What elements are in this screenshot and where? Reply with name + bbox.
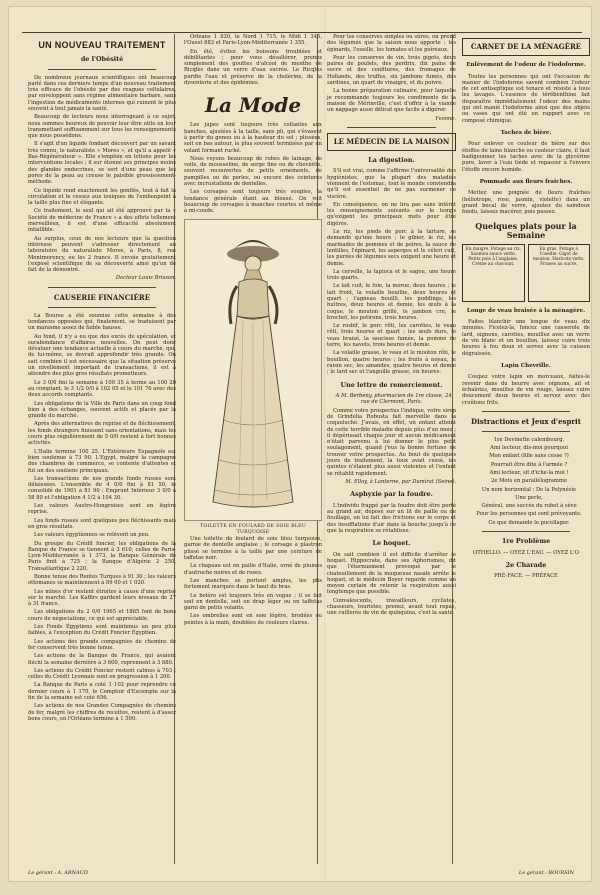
column-3 bbox=[321, 34, 462, 872]
carnet-header-frame bbox=[462, 38, 590, 56]
paragraph: Convalescents, travailleurs, cyclistes, chasseurs, touristes, prenez, avant tout repas, une cuillerée de vin de quinquina, c'est la santé. bbox=[327, 597, 456, 617]
longe-title: Longe de veau braisée à la ménagère. bbox=[466, 307, 586, 314]
paragraph: Pour les conserves simples ou sûres, on prend des légumes que la saison nous apporte ; les épinards, l'oseille, les tomates et les poireaux. bbox=[327, 34, 456, 53]
jeu-line: Général, une succès du robot à sève bbox=[481, 503, 577, 510]
enlevement-text: Toutes les personnes qui ont l'occasion de manier de l'iodoforme savent combien l'odeur de cet antiseptique est tenace et résiste à tous les lavages. L'essence de térébenthine fait disparaître immédiatement l'odeur des mains qui ont manié l'iodoforme ainsi que des objets ou vases qui ont été en rapport avec ce composé chimique. bbox=[462, 73, 590, 124]
charade-title: 2e Charade bbox=[505, 560, 547, 569]
jeu-line: 1re Devinette calembourg. bbox=[493, 436, 565, 443]
taches-title: Taches de bière. bbox=[500, 129, 552, 136]
article-signature: Yvonne. bbox=[435, 115, 456, 122]
causerie-title: CAUSERIE FINANCIÈRE bbox=[53, 292, 151, 302]
solution-line: OTHELLO. — OYEZ L'EAU. — OYEZ L'O bbox=[473, 549, 579, 556]
longe-text: Faites blanchir une longue de veau dix minutes. Ficelez-la, foncez une casserole de lard, oignons, carottes, mouillez avec un verre de vin blanc et un bouillon, laissez cuire trois heures à feu doux et servez avec la cuisson dégraissée. bbox=[462, 319, 590, 357]
menu-boxes bbox=[462, 244, 590, 302]
paragraph: En été, évitez les boissons troublées et débilitantes ; pour vous désaltérer, prenez simplement des gouttes d'alcool de menthe de Ricqlès dans un verre d'eau sucrée. Le Ricqlès purifie l'eau et préserve de la cholérine, de la dysenterie et des épidémies. bbox=[184, 48, 322, 87]
paragraph: Au fond, il n'y a eu que des excès de spéculation, et surabondance d'affaires nouvelles. On peut donc dévaluer une tendance actuelle à cours du marché, qui, de lui-même, se devrait approfondir très grande. On sait combien il est nécessaire que la situation préserve un nivellement important de transactions, il est à attendre des plus gros résultats prometteurs. bbox=[28, 333, 176, 378]
paragraph: S'il est vrai, comme l'affirme l'universalité des hygiénistes, que la plupart des maladies viennent de l'estomac, tout le monde conviendra qu'il est essentiel de ne pas surmener ce viscère. bbox=[327, 168, 456, 200]
quelques-plats-title: Quelques plats pour la Semaine bbox=[475, 220, 577, 240]
paragraph: Le boléro est toujours très en vogue ; il se fait soit en dentelle, soit en drap léger ou en taffetas garni de petits volants. bbox=[184, 592, 322, 612]
column-3-intro bbox=[327, 34, 456, 114]
jeu-line: Un nom horizontal : De la Polynésie bbox=[481, 486, 577, 493]
paragraph: De nombreux journaux scientifiques ont beaucoup parlé dans ces derniers temps d'un nouveau traitement très efficace de l'obésité par des reagues cellulaires, par enveloppent sans régime alimentaire barbare, sans l'ingestion de médicaments internes qui ruinent le plus souvent à tout jamais la santé. bbox=[28, 74, 176, 112]
paragraph: Nous voyons beaucoup de robes de lainage, de voile, de mousseline, de serge fine ou de cheviotte, souvent recouvertes de petits ornements, de pampilles ou de perles, ou encore des ceintures avec incrustations de dentelles. bbox=[184, 155, 322, 188]
digestion-body bbox=[327, 168, 456, 375]
separator bbox=[482, 411, 570, 412]
paragraph: La cervelle, la tapioca et le sagou, une heure trois quarts. bbox=[327, 268, 456, 282]
paragraph: Le rosbif, le porc rôti, les carottes, le veau rôti, trois heures et quart ; les œufs durs, le veau braisé, la saucisse fumée, la pomme de terre, les navets, trois heures et demie. bbox=[327, 323, 456, 349]
paragraph: Les actions de nos Grandes Compagnies de chemins de fer, malgré les chiffres de recettes, restent à d'assez bons cours, en l'Orléans termine à 1 500. bbox=[28, 703, 176, 722]
remerciement-signature: M. Elloy, à Lanterne, par Dumirat (Seine). bbox=[345, 478, 456, 485]
paragraph: Les transactions de nos grands fonds russes sont délaissées. L'ensemble de 4 0/0 fini à 81 50, le consolidé de 1901 à 81 90 ; Emprunt Intérieur 3 0/0 à 58 80 et l'obligation 4 1/2 à 104 30. bbox=[28, 475, 176, 501]
paragraph: Les Fonds Égyptiens sont maintenus un peu plus faibles, à l'exception du Crédit Foncier Égyptien. bbox=[28, 624, 176, 637]
paragraph: Orléans 1 830, le Nord 1 715, le Midi 1 345, l'Ouest 883 et Paris-Lyon-Méditerranée 1 355. bbox=[184, 34, 322, 47]
digestion-title: La digestion. bbox=[368, 155, 415, 164]
jeu-line: Pour les personnes qui sont prévoyants. bbox=[476, 511, 582, 518]
paragraph: La volaille grasse, le veau et le mouton rôti, le bouillon, quatre heures ; les fruits à noyau, le raisin sec, les amandes, quatre heures et demie ; le lard sec et l'anguille grasse, six heures. bbox=[327, 350, 456, 376]
paragraph: La Banque de Paris a coté 1 102 pour reprendre ce dernier cours à 1 170, le Comptoir d'Escompte sur la fin de la semaine est coté 656. bbox=[28, 682, 176, 702]
asphyxie-body bbox=[327, 503, 456, 534]
paragraph: Après des alternatives de reprise et de fléchissement, les fonds étrangers finissent sans orientations, mais les cours plus régulièrement de 5 0/0 restent à fort bonnes activités. bbox=[28, 421, 176, 447]
paragraph: Les ombrelles sont en soie légère, brodées ou peintes à la main, doublées de couleurs claires. bbox=[184, 613, 322, 626]
jeu-line: Ce que demande le pucellager. bbox=[488, 519, 570, 526]
separator bbox=[482, 531, 570, 532]
paragraph: Les actions du Crédit Foncier restent calmes à 703 ; celles du Crédit Lyonnais sont en progression à 1 200. bbox=[28, 667, 176, 681]
column-2 bbox=[178, 34, 328, 872]
jeu-line: Ami lecteur, dis-moi pourquoi bbox=[490, 445, 568, 452]
article-subtitle-obesite: de l'Obésité bbox=[80, 55, 124, 63]
paragraph: Les jupes sont toujours très collantes aux hanches, ajustées à la taille, sans pli, qui s'évasent à partir du genou ou à la hauteur du sol ; plissées, soit en bas autour, le plus souvent terminées par un volant formant ruché. bbox=[184, 122, 322, 154]
newspaper-page bbox=[8, 6, 592, 882]
column-4 bbox=[456, 34, 592, 872]
paragraph: En conséquence, on ne lira pas sans intérêt les renseignements suivants sur le temps qu'exigent les principaux mets pour être digérés. bbox=[327, 201, 456, 227]
paragraph: La Bourse a été soumise cette semaine à des tendances opposées qui, finalement, se traduisent par un marasme assez de faible hausse. bbox=[28, 312, 176, 332]
separator bbox=[347, 127, 436, 128]
paragraph: Bonne tenue des Rentes Turques à 91 30 ; les valeurs ottomanes se maintiennent à 89 00 et 1 020. bbox=[28, 573, 176, 587]
remerciement-address: A M. Berbeny, pharmacien de 1re classe, 24, rue de Clermont, Paris. bbox=[335, 393, 454, 406]
column-1 bbox=[22, 34, 182, 872]
woman-in-dress-illustration bbox=[185, 220, 321, 520]
paragraph: Le chapeau est en paille d'Italie, orné de plumes d'autruche noires et de roses. bbox=[184, 563, 322, 576]
article-signature: Docteur Louis Brisson. bbox=[115, 275, 176, 282]
paragraph: Les actions de la Banque de France, qui avaient fléchi la semaine dernière à 3 600, reprennent à 3 880. bbox=[28, 653, 176, 666]
jeux-list bbox=[462, 437, 590, 526]
remerciement-body bbox=[327, 408, 456, 477]
footer-left: Le gérant : A. ARNAUD bbox=[28, 870, 88, 876]
footer-right: Le gérant : BOURSIN bbox=[518, 870, 574, 876]
top-rule bbox=[22, 32, 582, 33]
paragraph: Il s'agit d'un liquide fondant découvert par un savant très connu, le naturaliste « Mores », et qu'il a appelé « Bas-Régénérateur ». Elle s'emploie en lotions pour les interventions locales ; il sur étonné ses principes moins des glandes endocrines, se sert d'une peau que les pores de la peau au creuse le paisible grossissement-méthode. bbox=[28, 141, 176, 186]
paragraph: Les mines d'or restent étroites à cause d'une reprise sur le marché. Les Kaffirs gardent leurs niveaux de 27 à 31 francs. bbox=[28, 588, 176, 608]
menu-box-maigre: En maigre. Potage au riz. Saumon sauce verte. Petits pois à l'anglaise. Crème au chocolat. bbox=[462, 244, 525, 302]
paragraph: Le riz, les pieds de porc à la tartare, se demande qu'une heure ; le gibier, le riz, les marinades de pommes et de poires, la sauce de lentilles, l'épinard, les asperges et le céleri cuit, les purées de légumes secs exigent une heure et demie. bbox=[327, 229, 456, 267]
taches-text: Pour enlever ce couleur de bière sur des étoffes de laine blanche ou couleur claire, il faut badigeonner les taches avec de la glycérine pure, laver à l'eau tiède et repasser à l'envers l'étoffe encore humide. bbox=[462, 141, 590, 173]
distractions-title: Distractions et Jeux d'esprit bbox=[471, 416, 581, 426]
paragraph: Ce liquide rend exactement les gonflés, tout à fait la circulation et le cessez aux toxiques de l'embonpoint à la taille plus fine et élégante. bbox=[28, 187, 176, 207]
illustration-caption: TOILETTE EN FOULARD DE SOIE BLEU TURQUOISE bbox=[200, 523, 306, 535]
paragraph: Au surplus, ceux de nos lecteurs que la question intéresse peuvent s'adresser directement au laboratoire du naturaliste Mores, à Paris, 8, rue Montmorency, ou les 2 francs. Il envoie gratuitement l'exposé scientifique de sa découverte ainsi qu'un de fait de la démontré. bbox=[28, 235, 176, 274]
paragraph: Du groupe du Crédit foncier, les obligations de la Banque de France se tiennent à 3 610, celles de Paris-Lyon-Méditerranée à 1 373, la Banque Générale de Paris finit à 725 ; la Banque d'Algérie 2 250, Transatlantique 2 220. bbox=[28, 540, 176, 572]
pommade-title: Pommade aux fleurs fraîches. bbox=[479, 178, 573, 185]
paragraph: Pour les conserves de vin, trois gigots, deux paires de poulets, des perdrix, dix pains de sucre et des confitures, des fromages de Hollande, des truffes, six jambons fumés, des sardines, un quart de vinaigre, et du poivre. bbox=[327, 54, 456, 87]
obesite-body bbox=[28, 75, 176, 274]
article-title-obesite: UN NOUVEAU TRAITEMENT bbox=[38, 40, 166, 50]
pommade-text: Mettez une poignée de fleurs fraîches (héliotrope, rose, jasmin, violette) dans un grand bocal de verre, ajoutez du saindoux fondu, laissez macérer, puis passez. bbox=[462, 190, 590, 216]
paragraph: Les obligations du 2 0/0 1965 et 1865 font de bons cours de négociations, ce qui est appréciable. bbox=[28, 609, 176, 622]
paragraph: Les corsages sont toujours très souples, la tendance générale étant au blousé. On voit beaucoup de corsages à manches courtes et même à mi-coude. bbox=[184, 189, 322, 215]
remerciement-title: Une lettre de remerciement. bbox=[340, 380, 443, 389]
jeu-line: 2e Mots en parallélogramme bbox=[491, 478, 567, 485]
paragraph: Comme votre prospectus l'indique, votre sirop de Grindelia Robusta fait merveille dans la coqueluche. J'avais, en effet, un enfant atteint de cette terrible maladie depuis plus d'un mois ; il dépérissait chaque jour et aucun médicament n'était parvenu à lui donner le plus petit soulagement, quand j'eus la bonne fortune de trouver votre prospectus. Au bout de quelques jours de traitement, la toux avait cessé, les quintes n'étaient plus aussi violentes et l'enfant se rétablit rapidement. bbox=[327, 407, 456, 477]
paragraph: Les manches se portent amples, les plis fortement marqués dans le haut du bras. bbox=[184, 577, 322, 591]
paragraph: Les valeurs égyptiennes se relèvent un peu. bbox=[34, 532, 150, 539]
solution-title: 1re Problème bbox=[501, 537, 551, 546]
jeu-line: Une perle, bbox=[515, 494, 543, 501]
paragraph: Le 3 0/0 fini la semaine à 100 35 à terme au 100 20 au comptant, le 3 1/2 0/0 à 102 05 et le 101 76 avec des deux accords comptants. bbox=[28, 379, 176, 399]
column-2-intro bbox=[184, 34, 322, 86]
jeu-line: Pourrait être dite à l'armée ? bbox=[490, 461, 568, 468]
paragraph: Une toilette de foulard de soie bleu turquoise, garnie de dentelle anglaise ; le corsage à plastron plissé se termine à la taille par une ceinture de taffetas noir. bbox=[184, 536, 322, 562]
paragraph: Les fonds russes sont quelques peu fléchissants mais en gros résultats. bbox=[28, 517, 176, 530]
lapin-text: Coupez votre lapin en morceaux, faites-le revenir dans du beurre avec oignons, ail et échalotes, mouillez de vin rouge, laissez cuire doucement deux heures et servez avec des croûtons frits. bbox=[462, 374, 590, 406]
paragraph: Beaucoup de lecteurs nous interrogeant à ce sujet, nous sommes heureux de pouvoir leur être utile en leur transmettant suffisamment sur tous les renseignements que nous possédons. bbox=[28, 114, 176, 140]
mode-continued-body bbox=[184, 536, 322, 626]
charade-line: PRÉ-FACE. — PRÉFACE bbox=[494, 573, 558, 580]
jeu-line: Ami lecteur, sit d'iche-la moi ! bbox=[489, 470, 569, 476]
paragraph: La bonne préparation culinaire, pour laquelle je recommande toujours les condiments de la maison de Mérinville, c'est d'offrir à la viande un nappage aussi délicat que facile à digérer. bbox=[327, 88, 456, 114]
menu-box-gras: En gras. Potage à l'oseille. Gigot de mouton. Haricots verts. Fraises au sucre. bbox=[528, 244, 591, 302]
jeu-line: Mon enfant (fille sans cesse ?) bbox=[489, 453, 569, 460]
separator bbox=[48, 69, 156, 70]
asphyxie-title: Asphyxie par la foudre. bbox=[350, 490, 433, 499]
enlevement-title: Enlèvement de l'odeur de l'iodoforme. bbox=[466, 62, 586, 68]
paragraph: L'Italie termine 100 25. L'Extérieure Espagnole est bien soutenue à 73 90. L'Egypt, malgré la campagne des chambres de commerce, se contente d'attentes et fut un des soutiens principaux. bbox=[28, 448, 176, 474]
medecin-header-frame bbox=[327, 133, 456, 151]
hoquet-title: Le hoquet. bbox=[372, 539, 411, 548]
paragraph: Le lait cuit, le foie, la morue, deux heures ; le lait froid, la volaille bouillie, deux heures et quart ; l'agneau bouilli, les puddings, les huîtres, deux heures et demie, les œufs à la coque, le mouton grillé, le jambon cru, le brochet, les potirons, trois heures. bbox=[327, 283, 456, 321]
paragraph: Les actions des grands compagnies de chemins de fer conservent très bonne tenue. bbox=[28, 638, 176, 651]
paragraph: On sait combien il est difficile d'arrêter le hoquet. Hippocrate, dans ses Aphorismes, dit que l'éternuement provoqué par le chatouillement de la muqueuse nasale arrête le hoquet, et le médecin Boyer regarde comme un moyen certain de retenir la respiration aussi longtemps que possible. bbox=[327, 551, 456, 596]
paragraph: Ce traitement, le seul qui ait été approuvé par la « Société de médecine de France » a des effets tellement merveilleux, il est d'une efficacité absolument infaillible. bbox=[28, 208, 176, 234]
hoquet-body bbox=[327, 552, 456, 617]
paragraph: Les obligations de la Ville de Paris dans un coup fond bien à des échanges, souvent actifs et placés par la grande du marché. bbox=[28, 400, 176, 420]
separator bbox=[482, 431, 570, 432]
mode-body bbox=[184, 122, 322, 214]
paragraph: Les valeurs Austro-Hongroises sont en légère reprise. bbox=[28, 503, 176, 516]
causerie-body bbox=[28, 313, 176, 723]
fashion-illustration bbox=[184, 219, 322, 521]
mode-title: La Mode bbox=[204, 93, 302, 118]
separator bbox=[48, 287, 156, 288]
lapin-title: Lapin Chevrille. bbox=[501, 362, 551, 369]
carnet-title: CARNET DE LA MÉNAGÈRE bbox=[470, 42, 582, 51]
separator bbox=[48, 307, 156, 308]
paragraph: L'individu frappé par la foudre doit être porté au grand air, déposé sur un lit de paille ou de feuillage, on lui fait des frictions sur le corps et des insufflations d'air dans la bouche jusqu'à ce que la respiration se rétablisse. bbox=[327, 502, 456, 534]
medecin-title: LE MÉDECIN DE LA MAISON bbox=[333, 136, 450, 146]
